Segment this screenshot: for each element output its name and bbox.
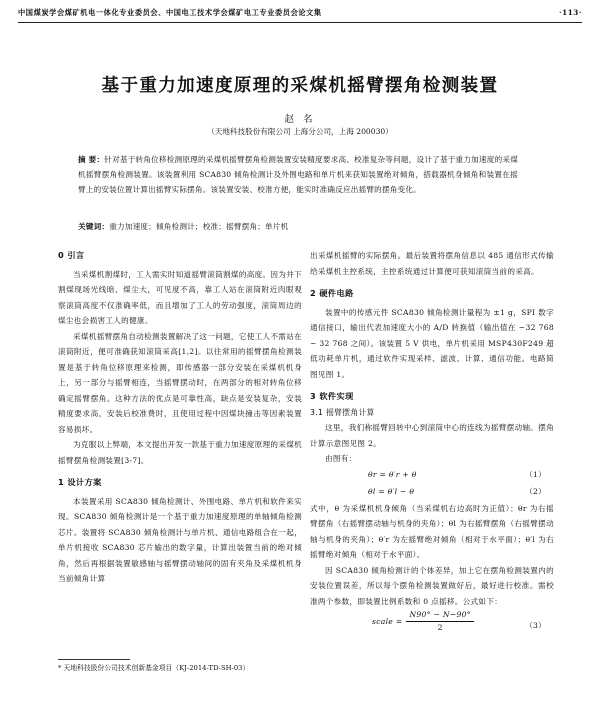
equation-body: θr = θ′r + θ (368, 469, 417, 479)
keywords (78, 221, 518, 233)
abstract-label: 摘 要： (78, 155, 105, 164)
fraction-numerator: N90° − N−90° (406, 609, 473, 622)
equation-number: （3） (525, 621, 546, 630)
fraction (406, 609, 473, 634)
section-heading-hardware: 2 硬件电路 (310, 288, 354, 298)
paragraph: 由图有： (325, 454, 357, 463)
right-column (310, 248, 554, 643)
author: 赵 名 (284, 114, 316, 125)
equation-note: 式中，θ 为采煤机机身倾角（当采煤机右边高时为正值）；θr 为右摇臂摆角（右摇臂摆动轴与机身的夹角）；θl 为右摇臂摆角（右摇臂摆动轴与机身的夹角）；θ′r 为左摇臂绝对倾角（相对于水平面）；θ′l 为右摇臂绝对倾角（相对于水平面）。 (310, 503, 554, 559)
equation-body (372, 609, 474, 634)
abstract-text: 针对基于转角位移检测原理的采煤机摇臂摆角检测装置安装精度要求高、校准复杂等问题，设计了基于重力加速度的采煤机摇臂摆角检测装置。该装置利用 SCA830 倾角检测计及外围电路和单片机来获知装置绝对倾角，搭载器机身倾角和装置在摇臂上的安装位置计算出摇臂实际摆角。该装置安装、校准方便，能实时准确反应出摇臂的摆角变化。 (78, 155, 518, 194)
section-heading-introduction: 0 引言 (58, 250, 85, 260)
paragraph: 装置中的传感元件 SCA830 倾角检测计量程为 ±1 g，SPI 数字通信接口，输出代表加速度大小的 A/D 转换值（输出值在 −32 768 ~ 32 768 之间）。该装置 5 V 供电，单片机采用 MSP430F249 超低功耗单片机，通过软件实现采样、滤波、计算、通信功能。电路简图见图 1。 (310, 307, 554, 379)
abstract (78, 152, 518, 197)
equation-body: θl = θ′l − θ (368, 486, 415, 496)
paragraph: 采煤机摇臂摆角自动检测装置解决了这一问题，它使工人不需站在滚筒附近，便可准确获知滚筒采高[1,2]。以往常用的摇臂摆角检测装置是基于转角位移原理来检测，即传感器一部分安装在采煤机机身上，另一部分与摇臂相连，当摇臂摆动时，在两部分的相对转角位移确定摇臂摆角。这种方法的优点是可靠性高，缺点是安装复杂，安装精度要求高，安装后校准费时，且使用过程中因煤块撞击等因素装置容易损坏。 (58, 331, 302, 434)
paragraph: 当采煤机割煤时，工人需实时知道摇臂滚筒割煤的高度。因为井下割煤现场光线暗、煤尘大，可见度不高，靠工人站在滚筒附近肉眼观察滚筒高度不仅准确率低，而且增加了工人的劳动强度，滚筒周边的煤尘也会损害工人的健康。 (58, 269, 302, 325)
equation-number: （1） (525, 469, 546, 479)
fraction-denominator: 2 (437, 623, 443, 632)
keywords-text: 重力加速度；倾角检测计；校准；摇臂摆角；单片机 (109, 222, 289, 231)
header-rule (18, 22, 582, 23)
paragraph: 因 SCA830 倾角检测计的个体差异，加上它在摆角检测装置内的安装位置误差，所以每个摆角检测装置做好后，最好进行校准。需校准两个参数，即装置比例系数和 0 点摇移。公式如下： (310, 565, 554, 606)
affiliation: （天地科技股份有限公司 上海分公司，上海 200030） (207, 127, 393, 136)
section-heading-design: 1 设计方案 (58, 477, 102, 487)
paragraph: 这里，我们称摇臂回转中心到滚筒中心的连线为摇臂摆动轴。摆角计算示意图见图 2。 (310, 423, 554, 448)
paragraph: 为克服以上弊端，本文提出开发一款基于重力加速度原理的采煤机摇臂摆角检测装置[3-7]。 (58, 440, 302, 465)
footnote-rule (58, 659, 130, 660)
equation-2 (310, 484, 554, 501)
running-head-title: 中国煤炭学会煤矿机电一体化专业委员会、中国电工技术学会煤矿电工专业委员会论文集 (18, 8, 322, 17)
left-column (58, 248, 302, 587)
equation-number: （2） (525, 486, 546, 496)
section-heading-software: 3 软件实现 (310, 391, 354, 401)
footnote: * 天地科技股份公司技术创新基金项目（KJ-2014-TD-SH-03） (58, 664, 250, 672)
equation-1 (310, 467, 554, 484)
equation-3 (310, 609, 554, 643)
paper-title: 基于重力加速度原理的采煤机摇臂摆角检测装置 (101, 76, 499, 96)
page-number: ·113· (558, 8, 582, 17)
paragraph: 出采煤机摇臂的实际摆角。最后装置将摆角信息以 485 通信形式传输给采煤机主控系统，主控系统通过计算便可获知滚筒当前的采高。 (310, 251, 554, 276)
keywords-label: 关键词： (78, 222, 110, 231)
equation-lhs: scale = (372, 616, 403, 626)
paragraph: 本装置采用 SCA830 倾角检测计、外围电路、单片机和软件来实现。SCA830 倾角检测计是一个基于重力加速度原理的单轴倾角检测芯片。装置将 SCA830 倾角检测计与单片机、通信电路组合在一起，单片机接收 SCA830 芯片输出的数字量，计算出装置当前的绝对倾角，然后再根据装置敏感轴与摇臂摆动轴间的固有夹角及采煤机机身当前倾角计算 (58, 496, 302, 583)
subsection-heading: 3.1 摇臂摆角计算 (310, 407, 375, 417)
running-head (18, 8, 582, 22)
